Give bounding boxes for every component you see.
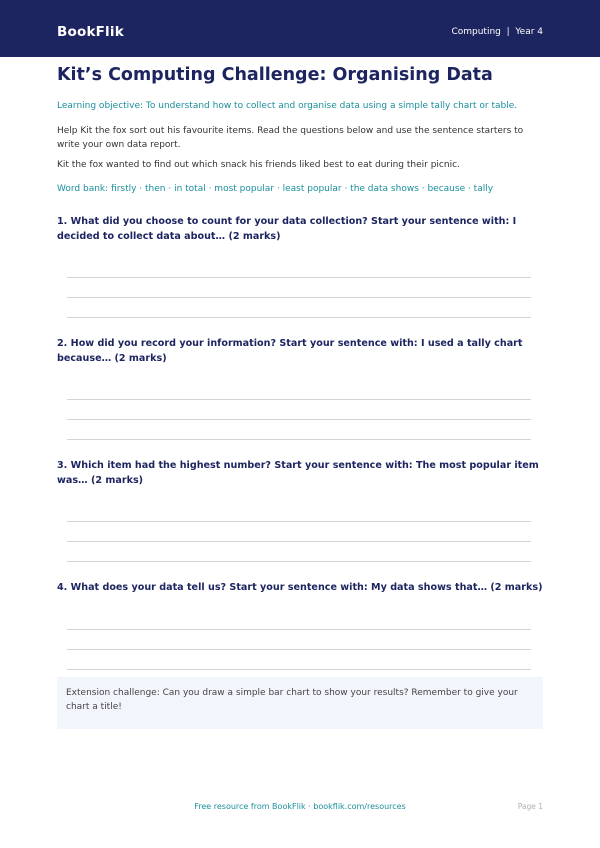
answer-line-4-2[interactable]	[67, 649, 531, 650]
context-text: Kit the fox wanted to find out which snack his friends liked best to eat during their picnic.	[57, 160, 460, 170]
question-2: 2. How did you record your information? Start your sentence with: I used a tally chart because… (2 marks)	[57, 338, 523, 364]
answer-line-2-1[interactable]	[67, 399, 531, 400]
answer-line-2-3[interactable]	[67, 439, 531, 440]
word-bank: Word bank: firstly · then · in total · most popular · least popular · the data shows · because · tally	[57, 184, 494, 194]
footer-text: Free resource from BookFlik · bookflik.com/resources	[194, 802, 406, 811]
answer-line-3-2[interactable]	[67, 541, 531, 542]
page-header	[0, 0, 600, 57]
brand-logo-text: BookFlik	[57, 24, 124, 40]
answer-line-1-1[interactable]	[67, 277, 531, 278]
answer-line-4-1[interactable]	[67, 629, 531, 630]
learning-objective: Learning objective: To understand how to collect and organise data using a simple tally chart or table.	[57, 101, 518, 111]
question-4: 4. What does your data tell us? Start your sentence with: My data shows that… (2 marks)	[57, 582, 543, 593]
extension-challenge-box	[57, 677, 543, 729]
answer-line-1-2[interactable]	[67, 297, 531, 298]
answer-line-4-3[interactable]	[67, 669, 531, 670]
page-title: Kit’s Computing Challenge: Organising Data	[57, 65, 493, 85]
extension-challenge-text: Extension challenge: Can you draw a simple bar chart to show your results? Remember to give your chart a title!	[66, 688, 518, 712]
answer-line-1-3[interactable]	[67, 317, 531, 318]
question-3: 3. Which item had the highest number? Start your sentence with: The most popular item was… (2 marks)	[57, 460, 539, 486]
intro-text: Help Kit the fox sort out his favourite items. Read the questions below and use the sentence starters to write your own data report.	[57, 126, 524, 150]
page-number: Page 1	[517, 802, 543, 811]
subject-label: Computing | Year 4	[451, 27, 543, 37]
question-1: 1. What did you choose to count for your data collection? Start your sentence with: I decided to collect data about… (2 marks)	[57, 216, 517, 242]
answer-line-3-3[interactable]	[67, 561, 531, 562]
answer-line-3-1[interactable]	[67, 521, 531, 522]
answer-line-2-2[interactable]	[67, 419, 531, 420]
